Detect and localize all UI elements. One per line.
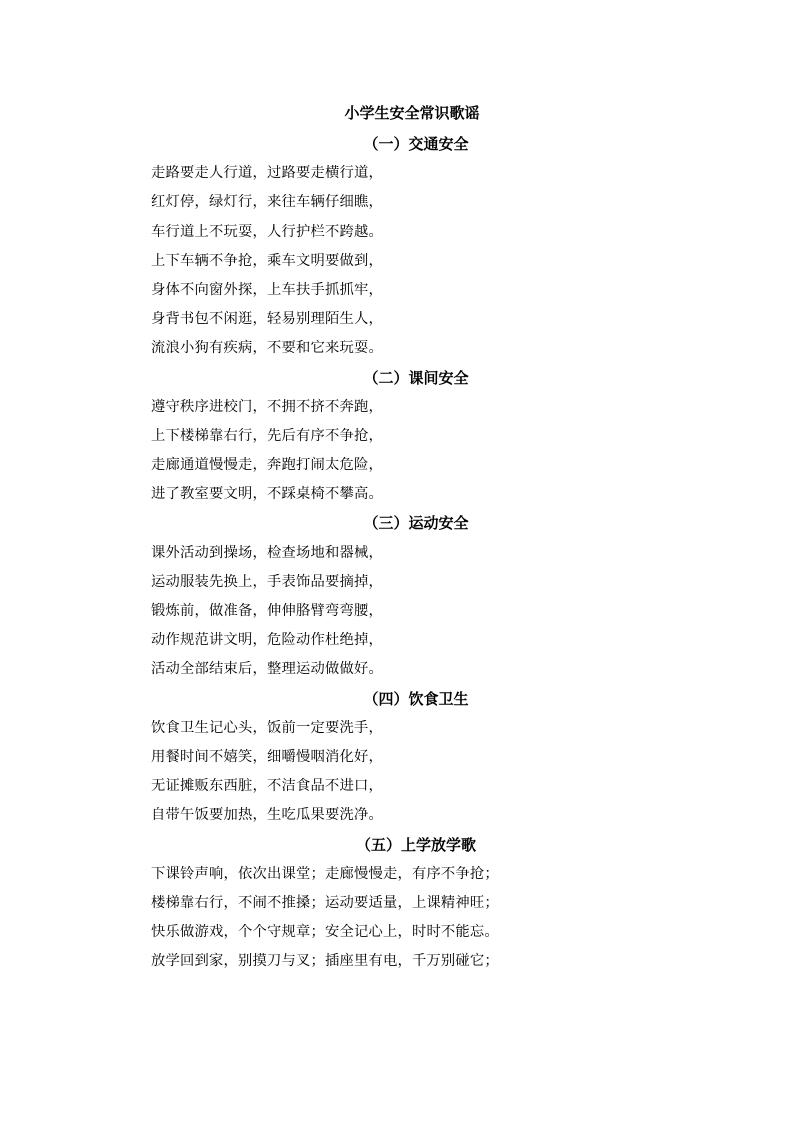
section-heading-traffic: （一）交通安全 [363, 135, 469, 153]
verse-line: 走廊通道慢慢走，奔跑打闹太危险， [151, 457, 383, 474]
verse-line: 遵守秩序进校门，不拥不挤不奔跑， [151, 398, 383, 415]
verse-line: 快乐做游戏，个个守规章；安全记心上，时时不能忘。 [151, 924, 499, 941]
document-body [151, 130, 551, 976]
verse-line: 用餐时间不嬉笑，细嚼慢咽消化好， [151, 748, 383, 765]
verse-line: 上下车辆不争抢，乘车文明要做到， [151, 252, 383, 269]
verse-line: 上下楼梯靠右行，先后有序不争抢， [151, 427, 383, 444]
section-heading-food-hygiene: （四）饮食卫生 [363, 689, 469, 708]
section-heading-school-commute: （五）上学放学歌 [355, 835, 476, 854]
verse-line: 下课铃声响，依次出课堂；走廊慢慢走，有序不争抢； [151, 865, 499, 882]
verse-line: 楼梯靠右行，不闹不推搡；运动要适量，上课精神旺； [151, 894, 499, 911]
verse-line: 自带午饭要加热，生吃瓜果要洗净。 [151, 807, 383, 824]
verse-line: 饮食卫生记心头，饭前一定要洗手， [151, 719, 383, 736]
section-heading-recess: （二）课间安全 [363, 368, 469, 387]
verse-line: 运动服装先换上，手表饰品要摘掉， [151, 573, 383, 590]
verse-line: 身体不向窗外探，上车扶手抓抓牢， [151, 281, 383, 298]
verse-line: 车行道上不玩耍，人行护栏不跨越。 [151, 223, 383, 240]
verse-line: 红灯停，绿灯行，来往车辆仔细瞧， [151, 194, 383, 211]
verse-line: 无证摊贩东西脏，不洁食品不进口， [151, 778, 383, 795]
verse-line: 锻炼前，做准备，伸伸胳臂弯弯腰， [151, 603, 383, 619]
verse-line: 课外活动到操场，检查场地和器械， [151, 544, 383, 561]
verse-line: 身背书包不闲逛，轻易别理陌生人， [151, 311, 383, 328]
section-heading-sports: （三）运动安全 [363, 514, 469, 533]
verse-line: 动作规范讲文明，危险动作杜绝掉， [151, 632, 383, 649]
document-title: 小学生安全常识歌谣 [344, 104, 480, 122]
verse-line: 走路要走人行道，过路要走横行道， [151, 165, 383, 182]
verse-line: 放学回到家，别摸刀与叉；插座里有电，千万别碰它； [151, 953, 499, 970]
verse-line: 进了教室要文明，不踩桌椅不攀高。 [151, 486, 383, 503]
verse-line: 流浪小狗有疾病，不要和它来玩耍。 [151, 340, 383, 357]
verse-line: 活动全部结束后，整理运动做做好。 [151, 661, 383, 678]
